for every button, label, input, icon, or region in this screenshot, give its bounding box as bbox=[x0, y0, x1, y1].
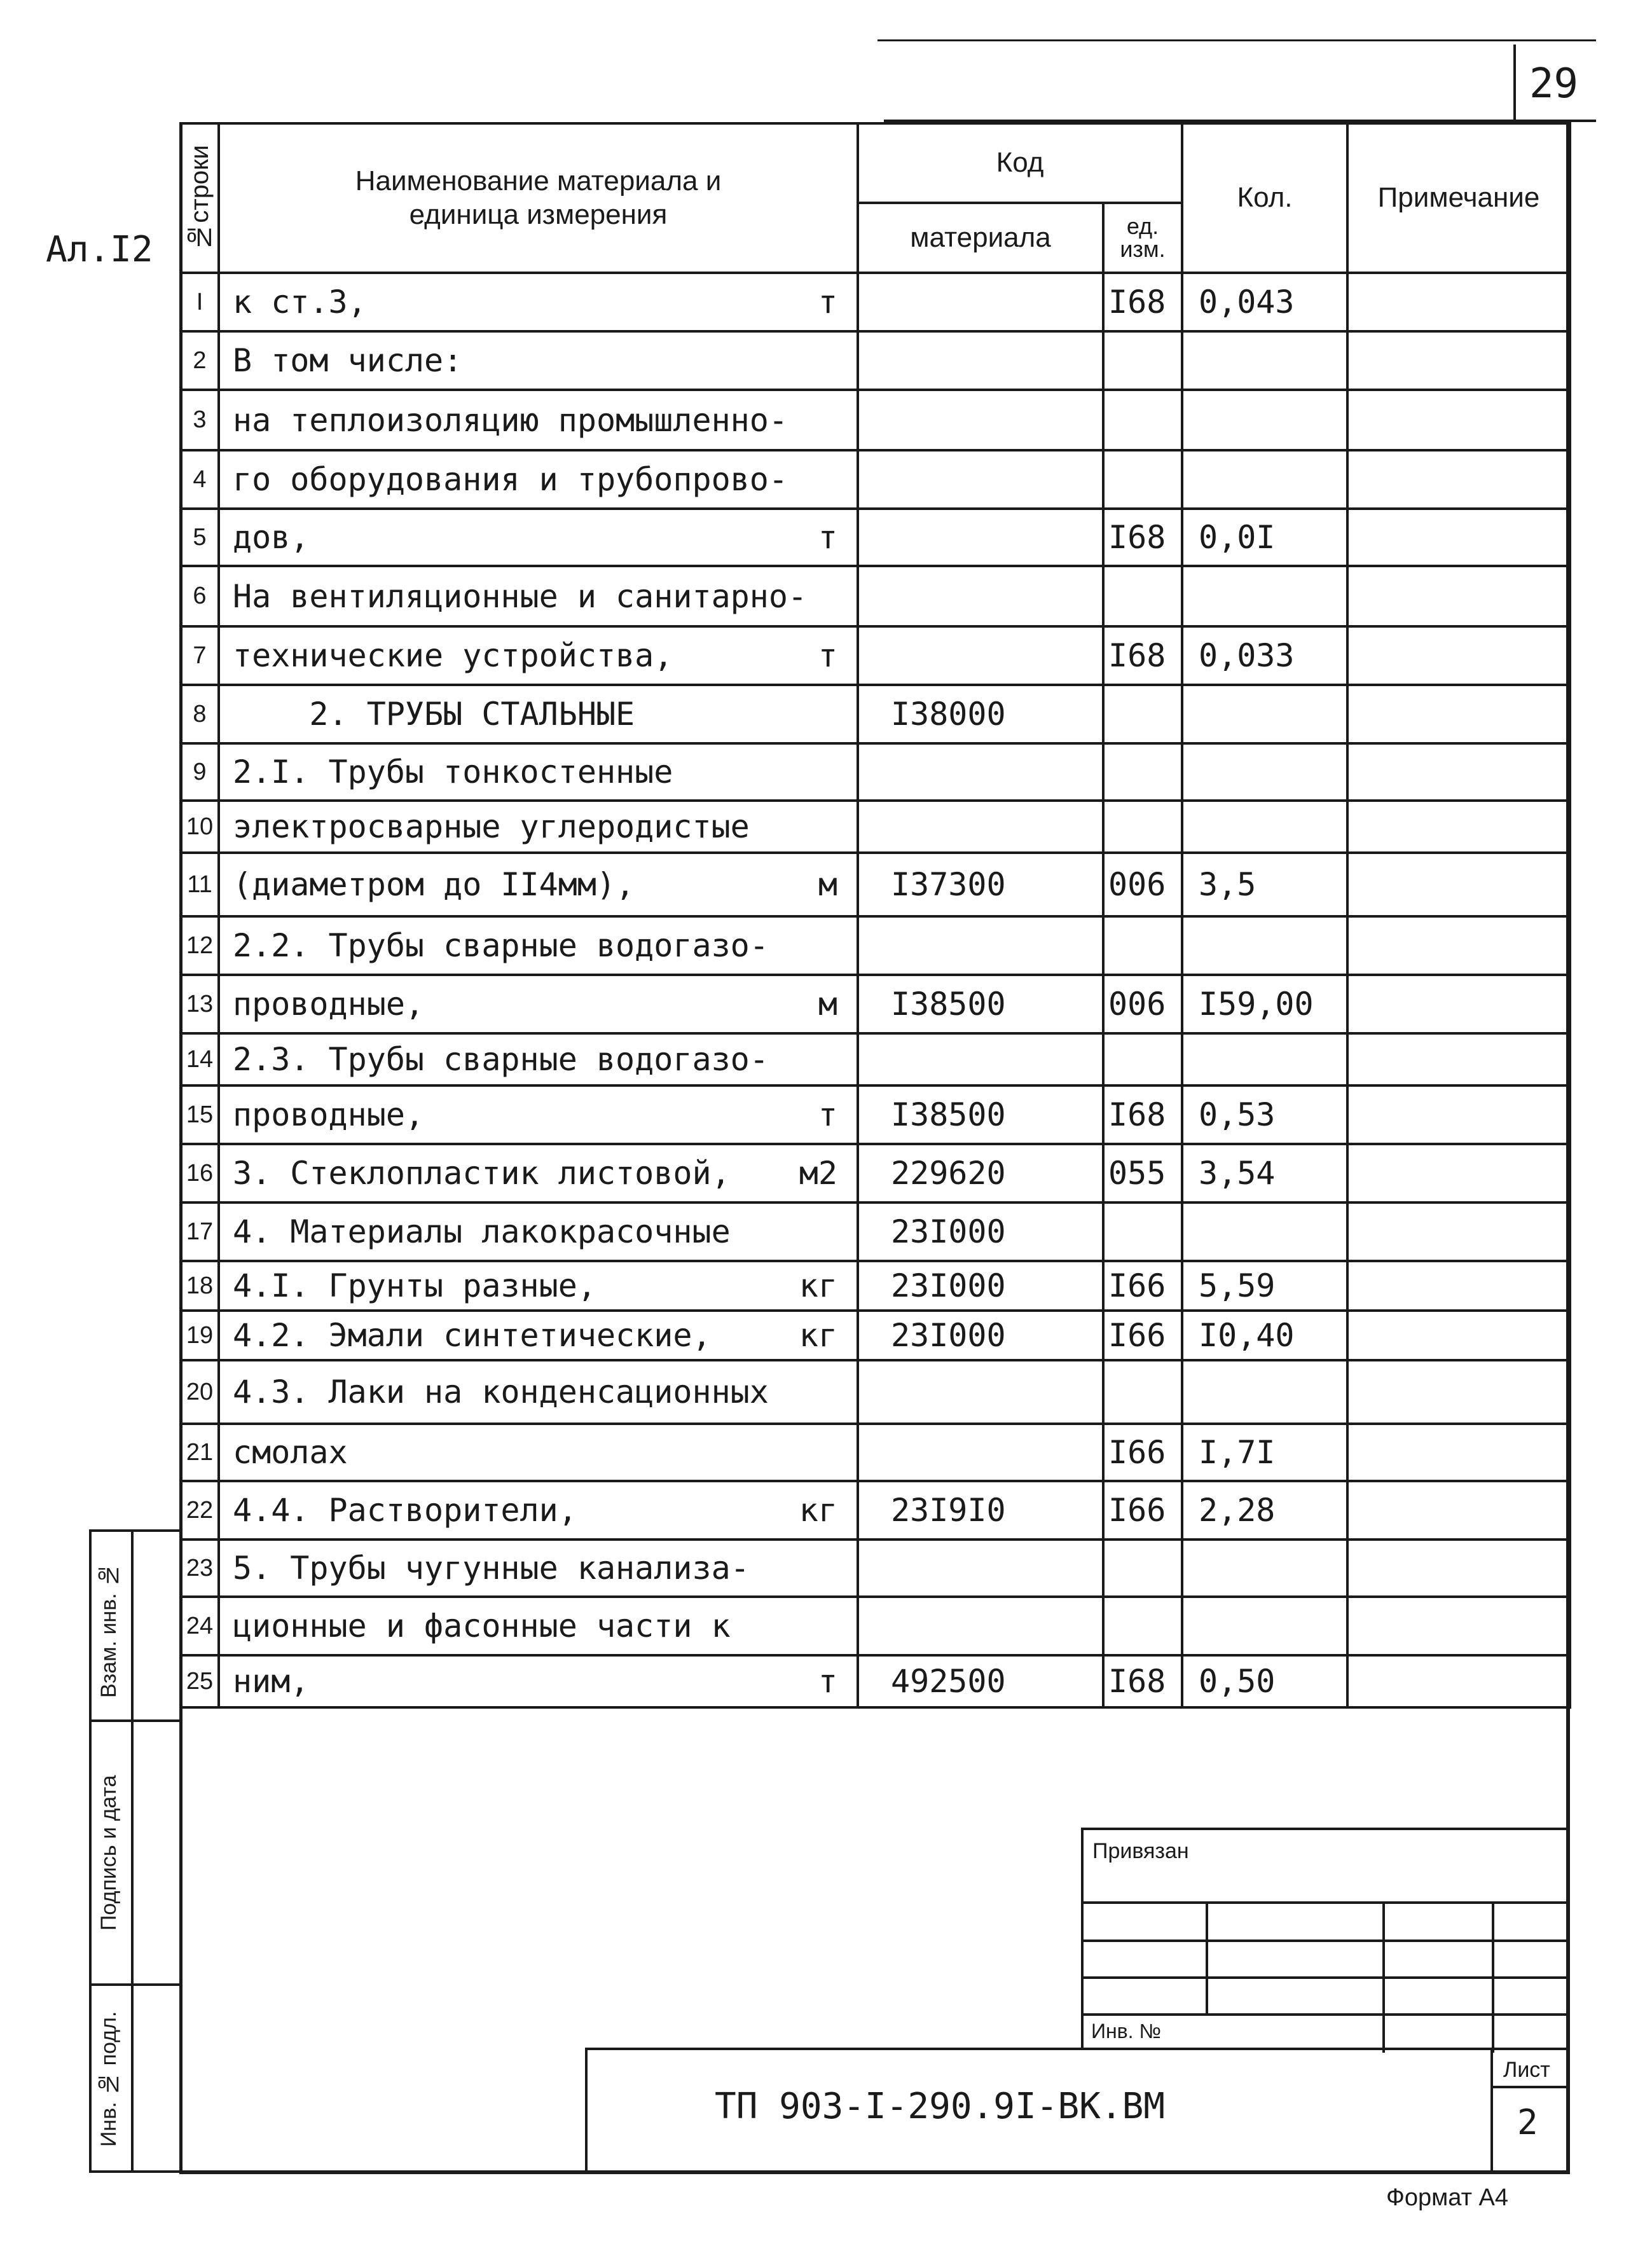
material-code bbox=[858, 1033, 1103, 1085]
quantity bbox=[1182, 685, 1347, 743]
stamp-sheet-label: Лист bbox=[1503, 2058, 1550, 2082]
row-number: 11 bbox=[181, 853, 219, 916]
note bbox=[1347, 626, 1570, 685]
table-row bbox=[181, 743, 1570, 801]
row-number: 6 bbox=[181, 566, 219, 626]
unit-code: I66 bbox=[1103, 1481, 1182, 1540]
quantity: 0,043 bbox=[1182, 273, 1347, 331]
material-code: 229620 bbox=[858, 1144, 1103, 1202]
material-code: 23I000 bbox=[858, 1261, 1103, 1311]
stamp-v3 bbox=[1492, 1901, 1494, 2053]
unit-code: I68 bbox=[1103, 626, 1182, 685]
row-number: 4 bbox=[181, 450, 219, 509]
material-code bbox=[858, 390, 1103, 450]
material-name: 3. Стеклопластик листовой, bbox=[233, 1155, 731, 1192]
unit-code bbox=[1103, 1597, 1182, 1655]
table-row bbox=[181, 1424, 1570, 1481]
material-code: I37300 bbox=[858, 853, 1103, 916]
unit-code bbox=[1103, 1540, 1182, 1597]
material-code bbox=[858, 450, 1103, 509]
material-name: проводные, bbox=[233, 986, 425, 1023]
note bbox=[1347, 853, 1570, 916]
material-unit: т bbox=[818, 1096, 837, 1133]
quantity: 2,28 bbox=[1182, 1481, 1347, 1540]
quantity: 0,033 bbox=[1182, 626, 1347, 685]
material-name-cell bbox=[219, 975, 858, 1033]
material-code: I38500 bbox=[858, 975, 1103, 1033]
material-name-cell bbox=[219, 1033, 858, 1085]
unit-code bbox=[1103, 916, 1182, 975]
row-number: 12 bbox=[181, 916, 219, 975]
unit-code bbox=[1103, 801, 1182, 853]
table-row bbox=[181, 566, 1570, 626]
unit-code: I66 bbox=[1103, 1311, 1182, 1360]
unit-code: 006 bbox=[1103, 853, 1182, 916]
table-row bbox=[181, 450, 1570, 509]
row-number: 21 bbox=[181, 1424, 219, 1481]
material-name: к ст.3, bbox=[233, 284, 367, 320]
row-number: 23 bbox=[181, 1540, 219, 1597]
material-code bbox=[858, 916, 1103, 975]
row-number: 9 bbox=[181, 743, 219, 801]
materials-table-body bbox=[181, 273, 1570, 1707]
material-code: 23I000 bbox=[858, 1202, 1103, 1261]
stamp-doc-code: ТП 903-I-290.9I-ВК.ВМ bbox=[715, 2086, 1166, 2127]
unit-code bbox=[1103, 1360, 1182, 1424]
header-name bbox=[219, 123, 858, 273]
quantity: 0,53 bbox=[1182, 1085, 1347, 1144]
note bbox=[1347, 390, 1570, 450]
material-code: 23I000 bbox=[858, 1311, 1103, 1360]
table-row bbox=[181, 1261, 1570, 1311]
side-strip-sep bbox=[131, 1532, 134, 2170]
table-row bbox=[181, 801, 1570, 853]
material-name-cell bbox=[219, 626, 858, 685]
quantity: 3,5 bbox=[1182, 853, 1347, 916]
unit-code bbox=[1103, 450, 1182, 509]
material-name-cell bbox=[219, 1311, 858, 1360]
quantity bbox=[1182, 450, 1347, 509]
header-code: Код bbox=[858, 123, 1182, 203]
sheet-reference: Ал.I2 bbox=[46, 229, 153, 270]
stamp-sheet-number: 2 bbox=[1517, 2102, 1538, 2142]
material-name-cell bbox=[219, 1261, 858, 1311]
material-name: 4.3. Лаки на конденсационных bbox=[233, 1374, 769, 1410]
material-name: В том числе: bbox=[233, 342, 463, 379]
stamp-h4 bbox=[1084, 2013, 1570, 2016]
side-label-inv-podl: Инв. № подл. bbox=[97, 2011, 121, 2147]
materials-table bbox=[179, 122, 1571, 1709]
material-unit: м bbox=[818, 986, 837, 1023]
note bbox=[1347, 1540, 1570, 1597]
material-unit: т bbox=[818, 284, 837, 320]
note bbox=[1347, 450, 1570, 509]
stamp-v2 bbox=[1382, 1901, 1385, 2053]
row-number: 5 bbox=[181, 509, 219, 566]
table-row bbox=[181, 975, 1570, 1033]
material-code bbox=[858, 273, 1103, 331]
table-row bbox=[181, 1360, 1570, 1424]
quantity bbox=[1182, 1360, 1347, 1424]
material-name: На вентиляционные и санитарно- bbox=[233, 577, 808, 615]
unit-code: I68 bbox=[1103, 1655, 1182, 1707]
unit-code: I66 bbox=[1103, 1424, 1182, 1481]
header-qty: Кол. bbox=[1182, 123, 1347, 273]
quantity bbox=[1182, 390, 1347, 450]
material-unit: т bbox=[818, 519, 837, 556]
page-number-divider bbox=[1513, 45, 1516, 121]
material-name: 2.2. Трубы сварные водогазо- bbox=[233, 927, 769, 964]
format-label: Формат А4 bbox=[1386, 2184, 1509, 2211]
row-number: I bbox=[181, 273, 219, 331]
note bbox=[1347, 1311, 1570, 1360]
side-strip-h1 bbox=[92, 1719, 179, 1722]
top-rule bbox=[878, 39, 1596, 41]
side-strip-h2 bbox=[92, 1983, 179, 1986]
material-name-cell bbox=[219, 273, 858, 331]
material-name: 5. Трубы чугунные канализа- bbox=[233, 1550, 750, 1587]
stamp-h2 bbox=[1084, 1940, 1570, 1942]
material-name-cell bbox=[219, 509, 858, 566]
material-name-cell bbox=[219, 390, 858, 450]
material-code bbox=[858, 1360, 1103, 1424]
row-number: 16 bbox=[181, 1144, 219, 1202]
unit-code: I68 bbox=[1103, 509, 1182, 566]
row-number: 14 bbox=[181, 1033, 219, 1085]
material-name-cell bbox=[219, 1597, 858, 1655]
unit-code: I68 bbox=[1103, 273, 1182, 331]
material-name: проводные, bbox=[233, 1096, 425, 1133]
material-name: 2. ТРУБЫ СТАЛЬНЫЕ bbox=[233, 696, 635, 733]
quantity bbox=[1182, 743, 1347, 801]
note bbox=[1347, 743, 1570, 801]
table-row bbox=[181, 1481, 1570, 1540]
table-row bbox=[181, 273, 1570, 331]
row-number: 7 bbox=[181, 626, 219, 685]
header-unit-line2: изм. bbox=[1120, 236, 1166, 262]
quantity bbox=[1182, 331, 1347, 390]
row-number: 3 bbox=[181, 390, 219, 450]
stamp-privyazan-block bbox=[1081, 1828, 1570, 2050]
material-unit: м bbox=[818, 866, 837, 903]
header-row-no bbox=[181, 123, 219, 273]
header-note: Примечание bbox=[1347, 123, 1570, 273]
note bbox=[1347, 566, 1570, 626]
material-code bbox=[858, 509, 1103, 566]
material-name-cell bbox=[219, 801, 858, 853]
material-name-cell bbox=[219, 1481, 858, 1540]
quantity bbox=[1182, 916, 1347, 975]
material-unit: м2 bbox=[799, 1155, 837, 1192]
unit-code bbox=[1103, 685, 1182, 743]
material-name-cell bbox=[219, 916, 858, 975]
table-row bbox=[181, 853, 1570, 916]
material-code: I38500 bbox=[858, 1085, 1103, 1144]
note bbox=[1347, 1597, 1570, 1655]
material-name: технические устройства, bbox=[233, 637, 673, 674]
quantity bbox=[1182, 1540, 1347, 1597]
stamp-doc-block bbox=[585, 2048, 1570, 2174]
quantity: 0,50 bbox=[1182, 1655, 1347, 1707]
table-row bbox=[181, 1597, 1570, 1655]
material-name: 2.I. Трубы тонкостенные bbox=[233, 754, 673, 790]
header-material: материала bbox=[858, 203, 1103, 273]
material-name-cell bbox=[219, 743, 858, 801]
quantity bbox=[1182, 1597, 1347, 1655]
row-number: 20 bbox=[181, 1360, 219, 1424]
material-code bbox=[858, 566, 1103, 626]
material-name-cell bbox=[219, 1085, 858, 1144]
material-unit: кг bbox=[799, 1267, 837, 1304]
material-name: (диаметром до II4мм), bbox=[233, 866, 635, 903]
row-number: 2 bbox=[181, 331, 219, 390]
note bbox=[1347, 1481, 1570, 1540]
material-name-cell bbox=[219, 1202, 858, 1261]
note bbox=[1347, 916, 1570, 975]
note bbox=[1347, 1261, 1570, 1311]
page-number: 29 bbox=[1529, 60, 1579, 107]
material-unit: т bbox=[818, 637, 837, 674]
table-row bbox=[181, 1311, 1570, 1360]
note bbox=[1347, 1144, 1570, 1202]
unit-code bbox=[1103, 390, 1182, 450]
stamp-h3 bbox=[1084, 1976, 1570, 1979]
note bbox=[1347, 1360, 1570, 1424]
note bbox=[1347, 1424, 1570, 1481]
material-unit: кг bbox=[799, 1492, 837, 1529]
material-name-cell bbox=[219, 1540, 858, 1597]
row-number: 13 bbox=[181, 975, 219, 1033]
table-row bbox=[181, 331, 1570, 390]
table-row bbox=[181, 1202, 1570, 1261]
material-name-cell bbox=[219, 450, 858, 509]
material-name: дов, bbox=[233, 519, 310, 556]
header-name-line1: Наименование материала и bbox=[355, 165, 722, 196]
header-unit bbox=[1103, 203, 1182, 273]
material-code bbox=[858, 626, 1103, 685]
material-name: 4. Материалы лакокрасочные bbox=[233, 1213, 731, 1250]
material-name: 4.4. Растворители, bbox=[233, 1492, 577, 1529]
table-row bbox=[181, 626, 1570, 685]
row-number: 22 bbox=[181, 1481, 219, 1540]
material-name-cell bbox=[219, 853, 858, 916]
stamp-sheet-h bbox=[1490, 2086, 1570, 2088]
quantity bbox=[1182, 1033, 1347, 1085]
quantity: 5,59 bbox=[1182, 1261, 1347, 1311]
material-name: электросварные углеродистые bbox=[233, 808, 750, 845]
material-name: ционные и фасонные части к bbox=[233, 1608, 731, 1644]
side-label-sign-date: Подпись и дата bbox=[97, 1775, 121, 1931]
table-row bbox=[181, 1033, 1570, 1085]
table-row bbox=[181, 1540, 1570, 1597]
material-code: 23I9I0 bbox=[858, 1481, 1103, 1540]
material-code bbox=[858, 743, 1103, 801]
material-name: 2.3. Трубы сварные водогазо- bbox=[233, 1041, 769, 1078]
quantity: 0,0I bbox=[1182, 509, 1347, 566]
material-name: ним, bbox=[233, 1663, 310, 1700]
row-number: 8 bbox=[181, 685, 219, 743]
unit-code bbox=[1103, 1033, 1182, 1085]
side-label-inv-vzam: Взам. инв. № bbox=[97, 1562, 121, 1698]
table-row bbox=[181, 1655, 1570, 1707]
note bbox=[1347, 1202, 1570, 1261]
note bbox=[1347, 509, 1570, 566]
note bbox=[1347, 273, 1570, 331]
material-code bbox=[858, 1540, 1103, 1597]
material-code bbox=[858, 801, 1103, 853]
unit-code: 006 bbox=[1103, 975, 1182, 1033]
table-row bbox=[181, 390, 1570, 450]
material-name-cell bbox=[219, 1360, 858, 1424]
note bbox=[1347, 975, 1570, 1033]
material-name-cell bbox=[219, 566, 858, 626]
note bbox=[1347, 801, 1570, 853]
header-name-line2: единица измерения bbox=[409, 198, 668, 230]
unit-code bbox=[1103, 743, 1182, 801]
stamp-privyazan: Привязан bbox=[1092, 1839, 1189, 1863]
row-number: 17 bbox=[181, 1202, 219, 1261]
note bbox=[1347, 1655, 1570, 1707]
stamp-v1 bbox=[1206, 1901, 1208, 2016]
quantity bbox=[1182, 801, 1347, 853]
note bbox=[1347, 1033, 1570, 1085]
row-number: 10 bbox=[181, 801, 219, 853]
stamp-inv-no: Инв. № bbox=[1091, 2020, 1161, 2043]
unit-code bbox=[1103, 331, 1182, 390]
quantity bbox=[1182, 1202, 1347, 1261]
row-number: 24 bbox=[181, 1597, 219, 1655]
material-name-cell bbox=[219, 685, 858, 743]
note bbox=[1347, 1085, 1570, 1144]
row-number: 19 bbox=[181, 1311, 219, 1360]
stamp-sheet-divider bbox=[1490, 2050, 1493, 2174]
table-row bbox=[181, 916, 1570, 975]
material-name-cell bbox=[219, 1424, 858, 1481]
material-code: 492500 bbox=[858, 1655, 1103, 1707]
header-row-no-label: №строки bbox=[186, 145, 214, 251]
stamp-h1 bbox=[1084, 1901, 1570, 1904]
table-row bbox=[181, 1085, 1570, 1144]
material-name: 4.2. Эмали синтетические, bbox=[233, 1317, 712, 1354]
row-number: 18 bbox=[181, 1261, 219, 1311]
unit-code: I66 bbox=[1103, 1261, 1182, 1311]
material-name-cell bbox=[219, 1144, 858, 1202]
side-strip bbox=[89, 1529, 182, 2173]
quantity: I,7I bbox=[1182, 1424, 1347, 1481]
material-name-cell bbox=[219, 331, 858, 390]
unit-code bbox=[1103, 1202, 1182, 1261]
header-unit-line1: ед. bbox=[1126, 213, 1159, 239]
material-code: I38000 bbox=[858, 685, 1103, 743]
table-row bbox=[181, 685, 1570, 743]
material-name-cell bbox=[219, 1655, 858, 1707]
quantity bbox=[1182, 566, 1347, 626]
table-row bbox=[181, 509, 1570, 566]
note bbox=[1347, 685, 1570, 743]
row-number: 25 bbox=[181, 1655, 219, 1707]
material-unit: т bbox=[818, 1663, 837, 1700]
unit-code bbox=[1103, 566, 1182, 626]
material-code bbox=[858, 1424, 1103, 1481]
unit-code: I68 bbox=[1103, 1085, 1182, 1144]
row-number: 15 bbox=[181, 1085, 219, 1144]
material-name: на теплоизоляцию промышленно- bbox=[233, 401, 788, 439]
material-code bbox=[858, 331, 1103, 390]
material-name: 4.I. Грунты разные, bbox=[233, 1267, 596, 1304]
unit-code: 055 bbox=[1103, 1144, 1182, 1202]
quantity: 3,54 bbox=[1182, 1144, 1347, 1202]
table-row bbox=[181, 1144, 1570, 1202]
material-code bbox=[858, 1597, 1103, 1655]
material-name: го оборудования и трубопрово- bbox=[233, 461, 788, 498]
material-name: смолах bbox=[233, 1434, 348, 1471]
quantity: I0,40 bbox=[1182, 1311, 1347, 1360]
note bbox=[1347, 331, 1570, 390]
quantity: I59,00 bbox=[1182, 975, 1347, 1033]
material-unit: кг bbox=[799, 1317, 837, 1354]
